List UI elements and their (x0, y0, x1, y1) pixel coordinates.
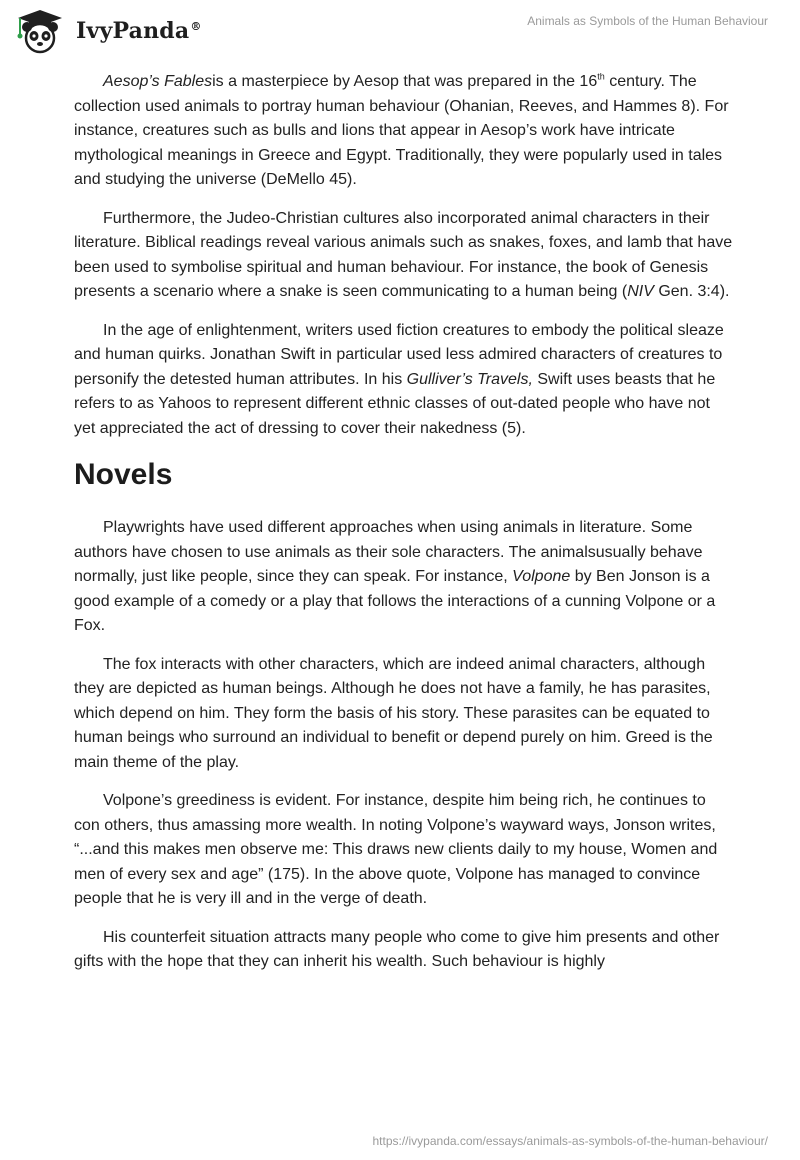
italic-text: NIV (627, 283, 654, 300)
paragraph-text: century. The collection used animals to portray human behaviour (Ohanian, Reeves, and Hammes 8). For instance, creatures such as bulls and lions that appear in Aesop’s work have intricate mythological meanings in Greece and Egypt. Traditionally, they were popularly used in tales and studying the universe (DeMello 45). (74, 73, 729, 188)
paragraph-text: His counterfeit situation attracts many people who come to give him presents and other gifts with the hope that they can inherit his wealth. Such behaviour is highly (74, 928, 720, 970)
paragraph-text: Volpone’s greediness is evident. For instance, despite him being rich, he continues to con others, thus amassing more wealth. In noting Volpone’s wayward ways, Jonson writes, “...and this makes men observe me: This draws new clients daily to my house, Women and men of every sex and age” (175). In the above quote, Volpone has managed to convince people that he is very ill and in the verge of death. (74, 792, 718, 907)
italic-text: Volpone (512, 568, 571, 585)
document-title: Animals as Symbols of the Human Behaviour (527, 14, 768, 28)
paragraph-text: The fox interacts with other characters, which are indeed animal characters, although they are depicted as human beings. Although he does not have a family, he has parasites, which depend on him. They form the basis of his story. These parasites can be equated to human beings who surround an individual to benefit or depend purely on him. Greed is the main theme of the play. (74, 655, 713, 771)
body-paragraph (74, 926, 734, 975)
paragraph-text: In the age of enlightenment, writers used fiction creatures to embody the political sleaze and human quirks. Jonathan Swift in particular used less admired characters of creatures to personify the detested human attributes. In his (74, 321, 724, 388)
body-paragraph (74, 789, 734, 912)
intro-paragraphs (74, 70, 734, 441)
novels-paragraphs (74, 516, 734, 975)
page-header (0, 0, 800, 60)
body-paragraph (74, 319, 734, 442)
body-paragraph (74, 516, 734, 639)
logo-wordmark: IvyPanda® (76, 18, 202, 44)
superscript-text: th (597, 71, 605, 82)
paragraph-text: Playwrights have used different approaches when using animals in literature. Some authors have chosen to use animals as their sole characters. The animalsusually behave normally, just like people, since they can speak. For instance, (74, 519, 703, 585)
body-paragraph (74, 70, 734, 193)
body-paragraph (74, 207, 734, 305)
paragraph-text: Swift uses beasts that he refers to as Yahoos to represent different ethnic classes of out-dated people who have not yet appreciated the act of dressing to cover their nakedness (5). (74, 370, 716, 437)
italic-text: Aesop’s Fables (103, 73, 213, 90)
paragraph-text: Gen. 3:4). (653, 283, 730, 300)
essay-body (74, 70, 734, 989)
paragraph-text: Furthermore, the Judeo-Christian cultures also incorporated animal characters in their literature. Biblical readings reveal various animals such as snakes, foxes, and lamb that have been used to symbolise spiritual and human behaviour. For instance, the book of Genesis presents a scenario where a snake is seen communicating to a human being ( (74, 209, 733, 300)
section-heading-novels: Novels (74, 458, 173, 491)
body-paragraph (74, 653, 734, 776)
footer-url[interactable]: https://ivypanda.com/essays/animals-as-symbols-of-the-human-behaviour/ (372, 1134, 768, 1148)
italic-text: Gulliver’s Travels, (406, 370, 533, 388)
paragraph-text: by Ben Jonson is a good example of a comedy or a play that follows the interactions of a cunning Volpone or a Fox. (74, 568, 716, 634)
panda-graduate-icon (14, 8, 66, 54)
ivypanda-logo[interactable] (14, 8, 202, 54)
paragraph-text: is a masterpiece by Aesop that was prepared in the 16 (212, 73, 598, 90)
